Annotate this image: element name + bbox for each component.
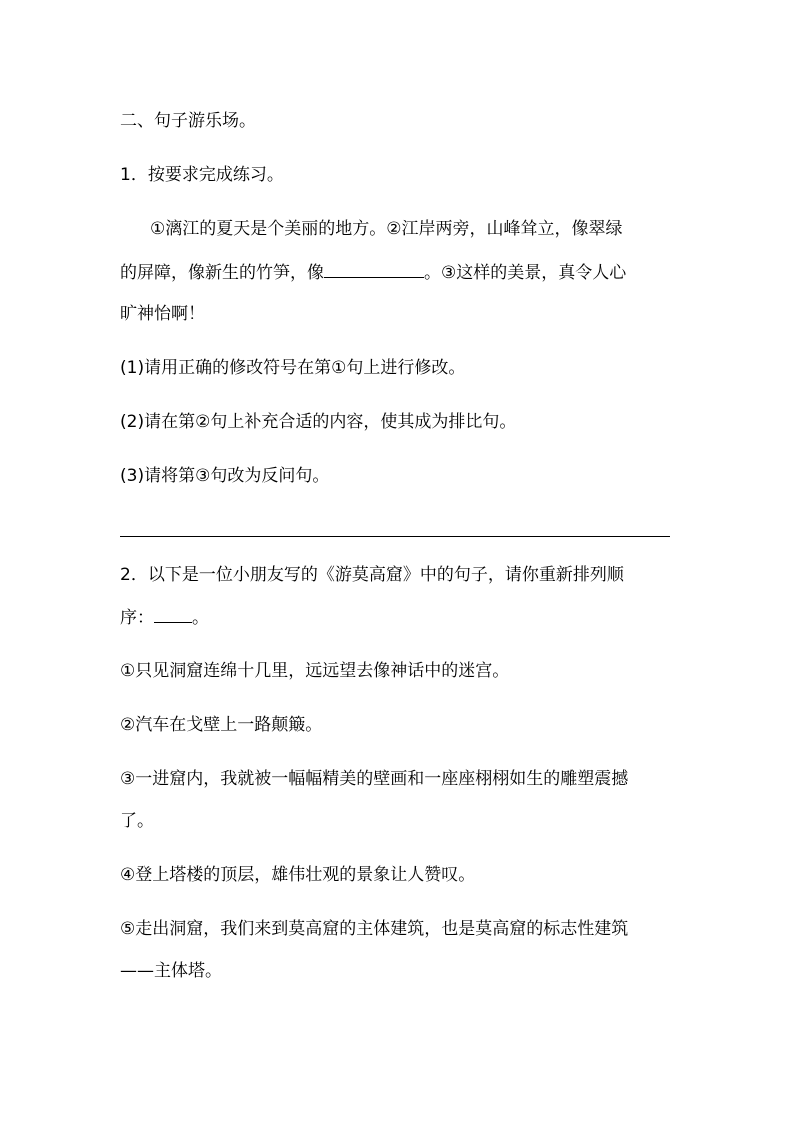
- task-1: (1)请用正确的修改符号在第①句上进行修改。: [120, 358, 466, 378]
- section-title: 二、句子游乐场。: [120, 111, 256, 131]
- passage-line-3: 旷神怡啊！: [120, 304, 205, 324]
- sentence-5-line-1: ⑤走出洞窟，我们来到莫高窟的主体建筑，也是莫高窟的标志性建筑: [120, 919, 629, 939]
- passage-line-2-end: 。③这样的美景，真令人心: [424, 263, 627, 283]
- sentence-3-line-1: ③一进窟内，我就被一幅幅精美的壁画和一座座栩栩如生的雕塑震撼: [120, 769, 629, 789]
- sentence-2: ②汽车在戈壁上一路颠簸。: [120, 715, 323, 735]
- answer-line[interactable]: [120, 536, 670, 537]
- question-2-title-line-1: 2．以下是一位小朋友写的《游莫高窟》中的句子，请你重新排列顺: [120, 565, 624, 585]
- question-2-title-line-2: [120, 604, 209, 631]
- passage-line-1: ①漓江的夏天是个美丽的地方。②江岸两旁，山峰耸立，像翠绿: [150, 219, 623, 239]
- sentence-4: ④登上塔楼的顶层，雄伟壮观的景象让人赞叹。: [120, 865, 476, 885]
- question-2-title-line-2-end: 。: [192, 608, 209, 628]
- question-1-title: 1．按要求完成练习。: [120, 165, 284, 185]
- sentence-1: ①只见洞窟连绵十几里，远远望去像神话中的迷宫。: [120, 661, 510, 681]
- sentence-5-line-2: ——主体塔。: [120, 961, 222, 981]
- task-2: (2)请在第②句上补充合适的内容，使其成为排比句。: [120, 412, 517, 432]
- fill-in-blank-line[interactable]: [324, 259, 424, 278]
- sentence-3-line-2: 了。: [120, 811, 154, 831]
- order-answer-blank[interactable]: [154, 604, 192, 623]
- task-3: (3)请将第③句改为反问句。: [120, 466, 330, 486]
- question-2-title-line-2-start: 序：: [120, 608, 154, 628]
- passage-line-2-start: 的屏障，像新生的竹笋，像: [120, 263, 324, 283]
- passage-line-2: [120, 259, 626, 286]
